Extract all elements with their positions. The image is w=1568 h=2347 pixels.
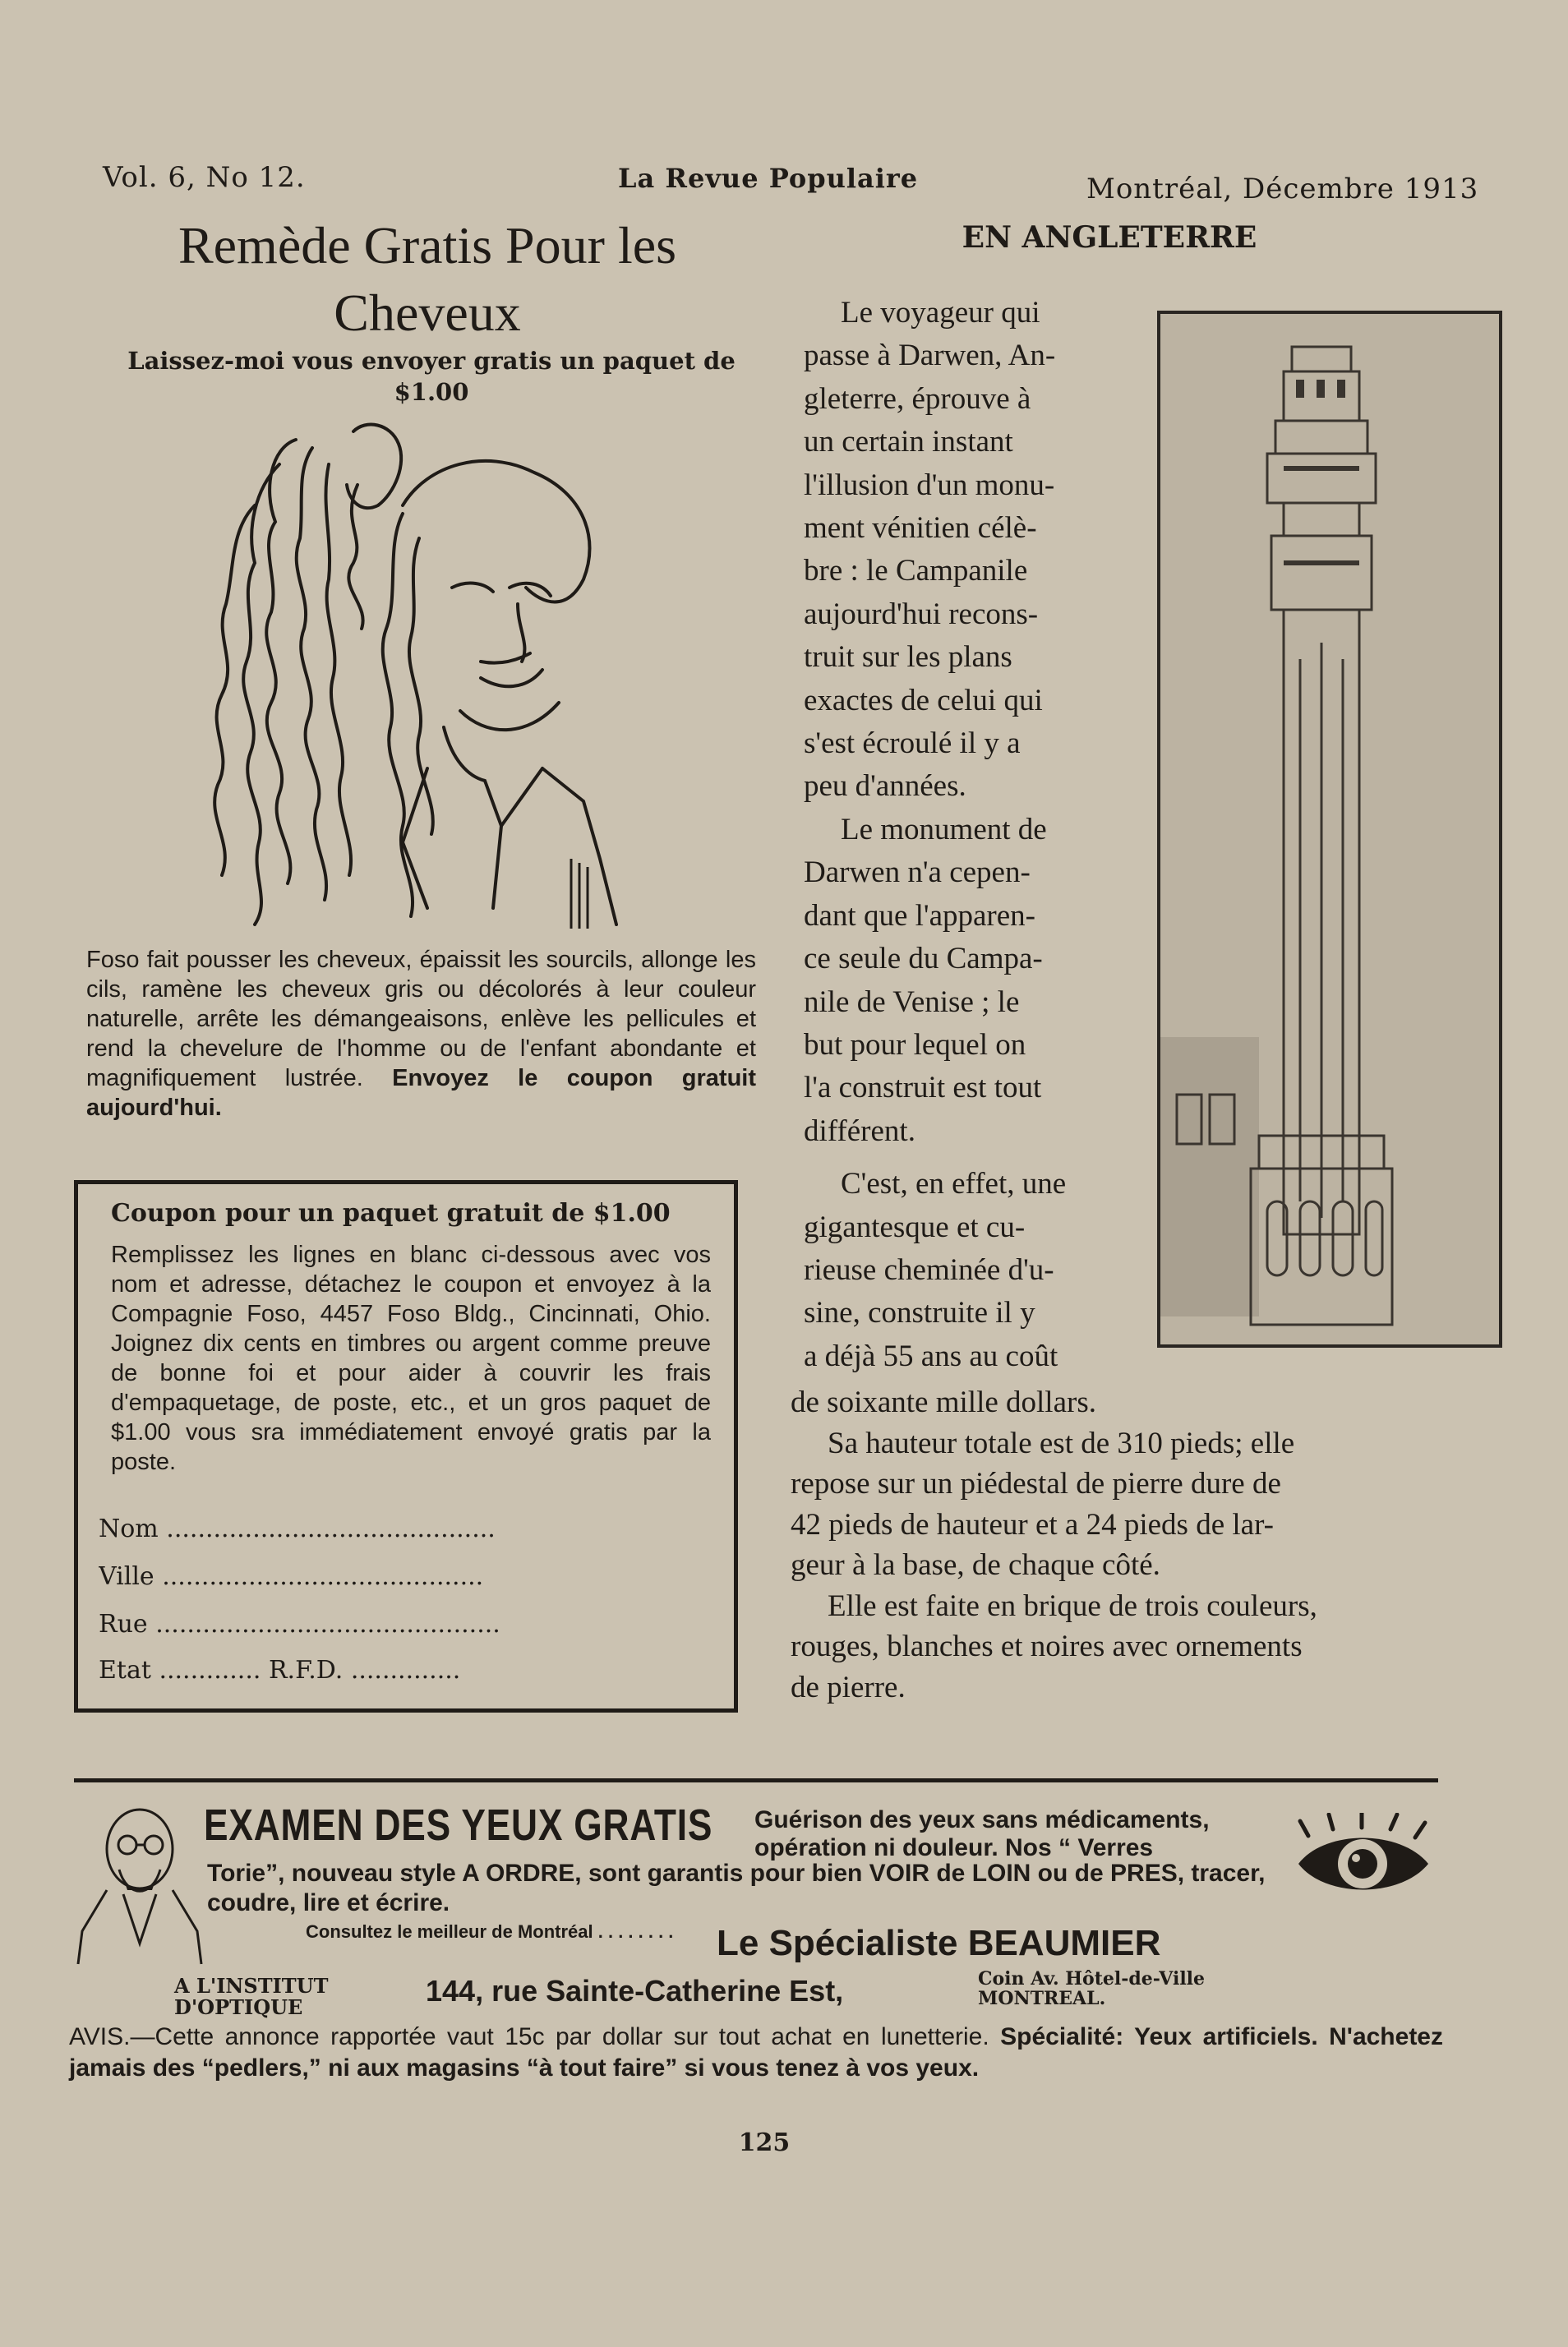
article-line: ce seule du Campa- <box>804 942 1043 976</box>
section-divider <box>74 1778 1438 1782</box>
eye-exam-title: EXAMEN DES YEUX GRATIS <box>204 1801 713 1850</box>
article-line: de soixante mille dollars. <box>791 1386 1096 1419</box>
article-narrow-column <box>804 292 1132 1378</box>
article-line: bre : le Campanile <box>804 554 1028 588</box>
ville-label: Ville <box>99 1562 154 1591</box>
coupon-title: Coupon pour un paquet gratuit de $1.00 <box>111 1199 671 1228</box>
foso-call-to-action: Envoyez le coupon gratuit aujourd'hui. <box>86 1065 757 1121</box>
rfd-label: R.F.D. <box>268 1656 344 1685</box>
article-line: but pour lequel on <box>804 1027 1026 1062</box>
specialist-name: Le Spécialiste BEAUMIER <box>717 1923 1161 1963</box>
eye-glasses-text: Torie”, nouveau style A ORDRE, sont garantis pour bien VOIR de LOIN ou de PRES, tracer, coudre, lire et écrire. <box>207 1860 1266 1916</box>
foso-description <box>86 945 756 1123</box>
consult-text: Consultez le meilleur de Montréal . . . . . . . . <box>306 1921 674 1942</box>
article-line: rouges, blanches et noires avec ornements <box>791 1630 1303 1663</box>
article-line: sine, construite il y <box>804 1296 1035 1330</box>
article-line: gleterre, éprouve à <box>804 381 1031 416</box>
article-line: exactes de celui qui <box>804 683 1043 717</box>
avis-specialty: Spécialité: Yeux artificiels. N'achetez jamais des “pedlers,” ni aux magasins “à tout faire” si vous tenez à vos yeux. <box>69 2023 1443 2082</box>
article-line: repose sur un piédestal de pierre dure de <box>791 1467 1281 1501</box>
optician-portrait-icon <box>74 1800 205 1972</box>
chimney-photo <box>1157 311 1502 1348</box>
rue-label: Rue <box>99 1610 148 1639</box>
eye-icon <box>1292 1813 1433 1911</box>
article-line: aujourd'hui recons- <box>804 597 1039 631</box>
coupon-instructions: Remplissez les lignes en blanc ci-dessous avec vos nom et adresse, détachez le coupon et envoyez à la Compagnie Foso, 4457 Foso Bldg., Cincinnati, Ohio. Joignez dix cents en timbres ou argent comme preuve de bonne foi et pour aider à couvrir les frais d'empaquetage, de poste, etc., et un gros paquet de $1.00 vous sra immédiatement envoyé gratis par la poste. <box>111 1242 711 1475</box>
address-corner: Coin Av. Hôtel-de-Ville MONTREAL. <box>978 1968 1206 2009</box>
coupon-field-rue[interactable]: Rue ............................................ <box>99 1610 500 1639</box>
foso-title: Remède Gratis Pour les Cheveux <box>178 216 677 342</box>
institute-address: 144, rue Sainte-Catherine Est, <box>426 1974 844 2008</box>
article-line: rieuse cheminée d'u- <box>804 1252 1054 1287</box>
article-line: de pierre. <box>791 1670 906 1704</box>
campanile-chimney-image <box>1160 314 1499 1344</box>
foso-body: Foso fait pousser les cheveux, épaissit les sourcils, allonge les cils, ramène les cheveux gris ou décolorés à leur couleur naturelle, arrête les démangeaisons, enlève les pellicules et rend la chevelure de l'homme ou de l'enfant abondante et magnifiquement lustrée. <box>86 947 756 1091</box>
article-line: truit sur les plans <box>804 640 1012 675</box>
article-line: dant que l'apparen- <box>804 898 1035 933</box>
article-line: un certain instant <box>804 425 1013 459</box>
article-line: a déjà 55 ans au coût <box>804 1339 1058 1373</box>
institute-name: A L'INSTITUT D'OPTIQUE <box>174 1974 329 2019</box>
article-line: C'est, en effet, une <box>841 1167 1067 1201</box>
article-line: nile de Venise ; le <box>804 984 1020 1019</box>
magazine-name: La Revue Populaire <box>618 163 919 194</box>
volume-number: Vol. 6, No 12. <box>103 161 306 194</box>
article-line: ment vénitien célè- <box>804 511 1037 546</box>
article-line: Sa hauteur totale est de 310 pieds; elle <box>828 1426 1295 1460</box>
article-line: geur à la base, de chaque côté. <box>791 1548 1160 1582</box>
coupon-field-etat[interactable]: Etat ............. R.F.D. .............. <box>99 1656 461 1685</box>
article-line: peu d'années. <box>804 769 966 804</box>
article-line: passe à Darwen, An- <box>804 339 1056 373</box>
article-line: l'a construit est tout <box>804 1071 1042 1105</box>
article-line: l'illusion d'un monu- <box>804 468 1055 502</box>
coupon-field-nom[interactable]: Nom .......................................... <box>99 1515 496 1543</box>
long-hair-portrait-illustration <box>156 415 682 933</box>
article-title: EN ANGLETERRE <box>962 220 1257 255</box>
foso-subtitle: Laissez-moi vous envoyer gratis un paquet de $1.00 <box>127 347 736 406</box>
article-wide-column <box>791 1382 1448 1708</box>
article-line: 42 pieds de hauteur et a 24 pieds de lar- <box>791 1507 1274 1542</box>
avis-notice <box>69 2022 1443 2084</box>
eye-cure-text: Guérison des yeux sans médicaments, opération ni douleur. Nos “ Verres <box>754 1806 1210 1861</box>
article-line: Le voyageur qui <box>841 296 1040 330</box>
coupon-box <box>74 1180 738 1713</box>
article-line: gigantesque et cu- <box>804 1210 1026 1244</box>
article-line: différent. <box>804 1114 915 1148</box>
article-line: s'est écroulé il y a <box>804 726 1021 761</box>
avis-text: AVIS.—Cette annonce rapportée vaut 15c par dollar sur tout achat en lunetterie. <box>69 2023 989 2050</box>
place-date: Montréal, Décembre 1913 <box>1086 173 1479 205</box>
coupon-field-ville[interactable]: Ville ......................................... <box>99 1562 484 1591</box>
nom-label: Nom <box>99 1515 159 1543</box>
article-line: Darwen n'a cepen- <box>804 855 1031 890</box>
article-line: Le monument de <box>841 812 1047 846</box>
article-line: Elle est faite en brique de trois couleurs, <box>828 1588 1317 1623</box>
etat-label: Etat <box>99 1656 151 1685</box>
page-number: 125 <box>738 2128 791 2157</box>
